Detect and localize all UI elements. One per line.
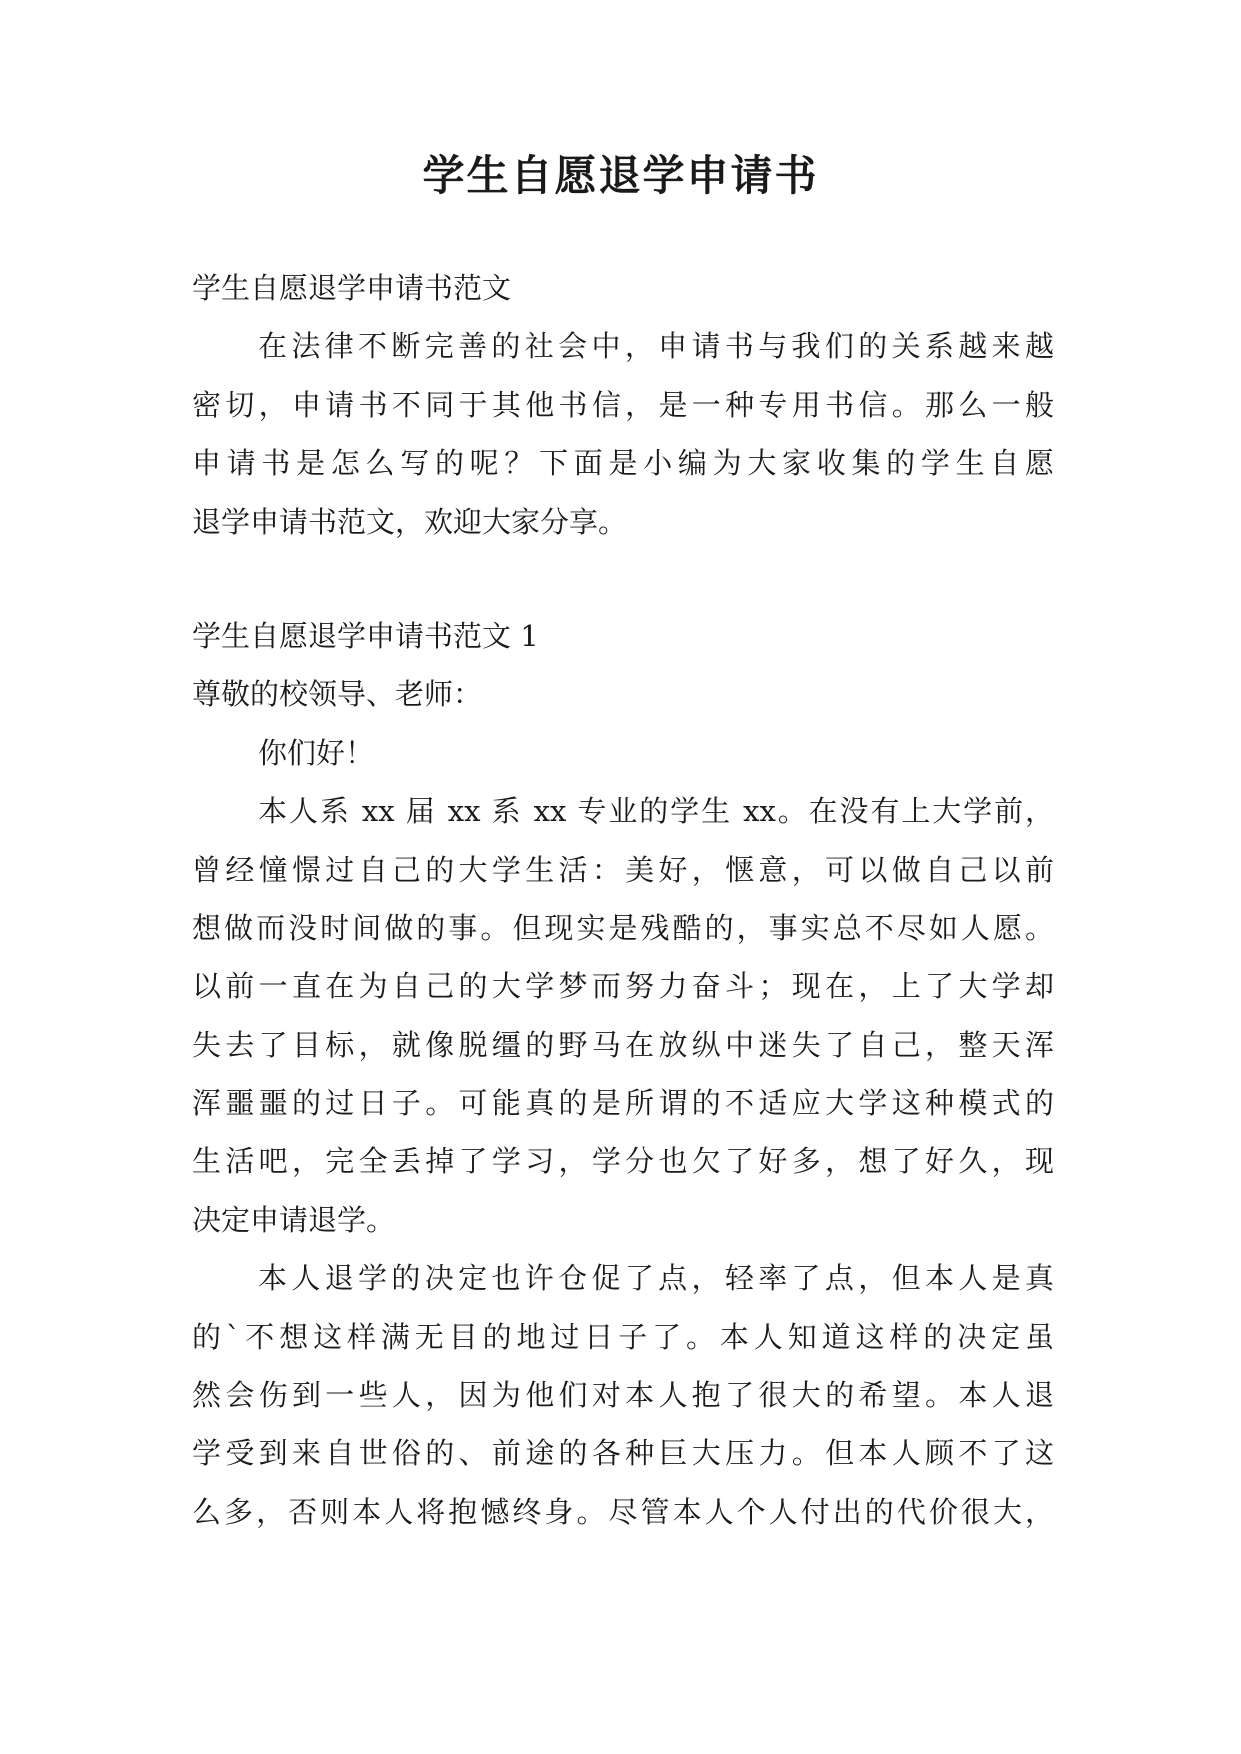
paragraph-line: 曾经憧憬过自己的大学生活：美好，惬意，可以做自己以前 xyxy=(192,852,1054,887)
body-paragraph-2 xyxy=(192,1249,1054,1541)
paragraph-line: 本人退学的决定也许仓促了点，轻率了点，但本人是真 xyxy=(258,1261,1054,1296)
paragraph-line: 退学申请书范文，欢迎大家分享。 xyxy=(192,504,628,539)
sample-heading: 学生自愿退学申请书范文 1 xyxy=(192,618,539,653)
intro-paragraph xyxy=(192,317,1054,551)
paragraph-line: 想做而没时间做的事。但现实是残酷的，事实总不尽如人愿。 xyxy=(192,910,1054,945)
paragraph-line: 学受到来自世俗的、前途的各种巨大压力。但本人顾不了这 xyxy=(192,1436,1054,1471)
intro-heading: 学生自愿退学申请书范文 xyxy=(192,271,512,305)
paragraph-line: 然会伤到一些人，因为他们对本人抱了很大的希望。本人退 xyxy=(192,1378,1054,1413)
paragraph-line: 生活吧，完全丢掉了学习，学分也欠了好多，想了好久，现 xyxy=(192,1144,1054,1179)
paragraph-line: 在法律不断完善的社会中，申请书与我们的关系越来越 xyxy=(258,329,1054,364)
salutation: 尊敬的校领导、老师： xyxy=(192,677,483,712)
paragraph-line: 的`不想这样满无目的地过日子了。本人知道这样的决定虽 xyxy=(192,1319,1054,1354)
paragraph-line: 密切，申请书不同于其他书信，是一种专用书信。那么一般 xyxy=(192,387,1054,422)
body-paragraph-1 xyxy=(192,782,1054,1249)
paragraph-line: 以前一直在为自己的大学梦而努力奋斗；现在，上了大学却 xyxy=(192,969,1054,1004)
paragraph-line: 本人系 xx 届 xx 系 xx 专业的学生 xx。在没有上大学前， xyxy=(258,794,1054,829)
greeting: 你们好！ xyxy=(258,735,375,770)
paragraph-line: 么多，否则本人将抱憾终身。尽管本人个人付出的代价很大， xyxy=(192,1494,1054,1529)
document-title: 学生自愿退学申请书 xyxy=(422,151,819,200)
paragraph-line: 决定申请退学。 xyxy=(192,1202,396,1237)
paragraph-line: 失去了目标，就像脱缰的野马在放纵中迷失了自己，整天浑 xyxy=(192,1027,1054,1062)
paragraph-line: 浑噩噩的过日子。可能真的是所谓的不适应大学这种模式的 xyxy=(192,1086,1054,1121)
section-spacer xyxy=(192,551,1054,607)
document-body xyxy=(192,259,1054,1541)
paragraph-line: 申请书是怎么写的呢？下面是小编为大家收集的学生自愿 xyxy=(192,446,1054,481)
